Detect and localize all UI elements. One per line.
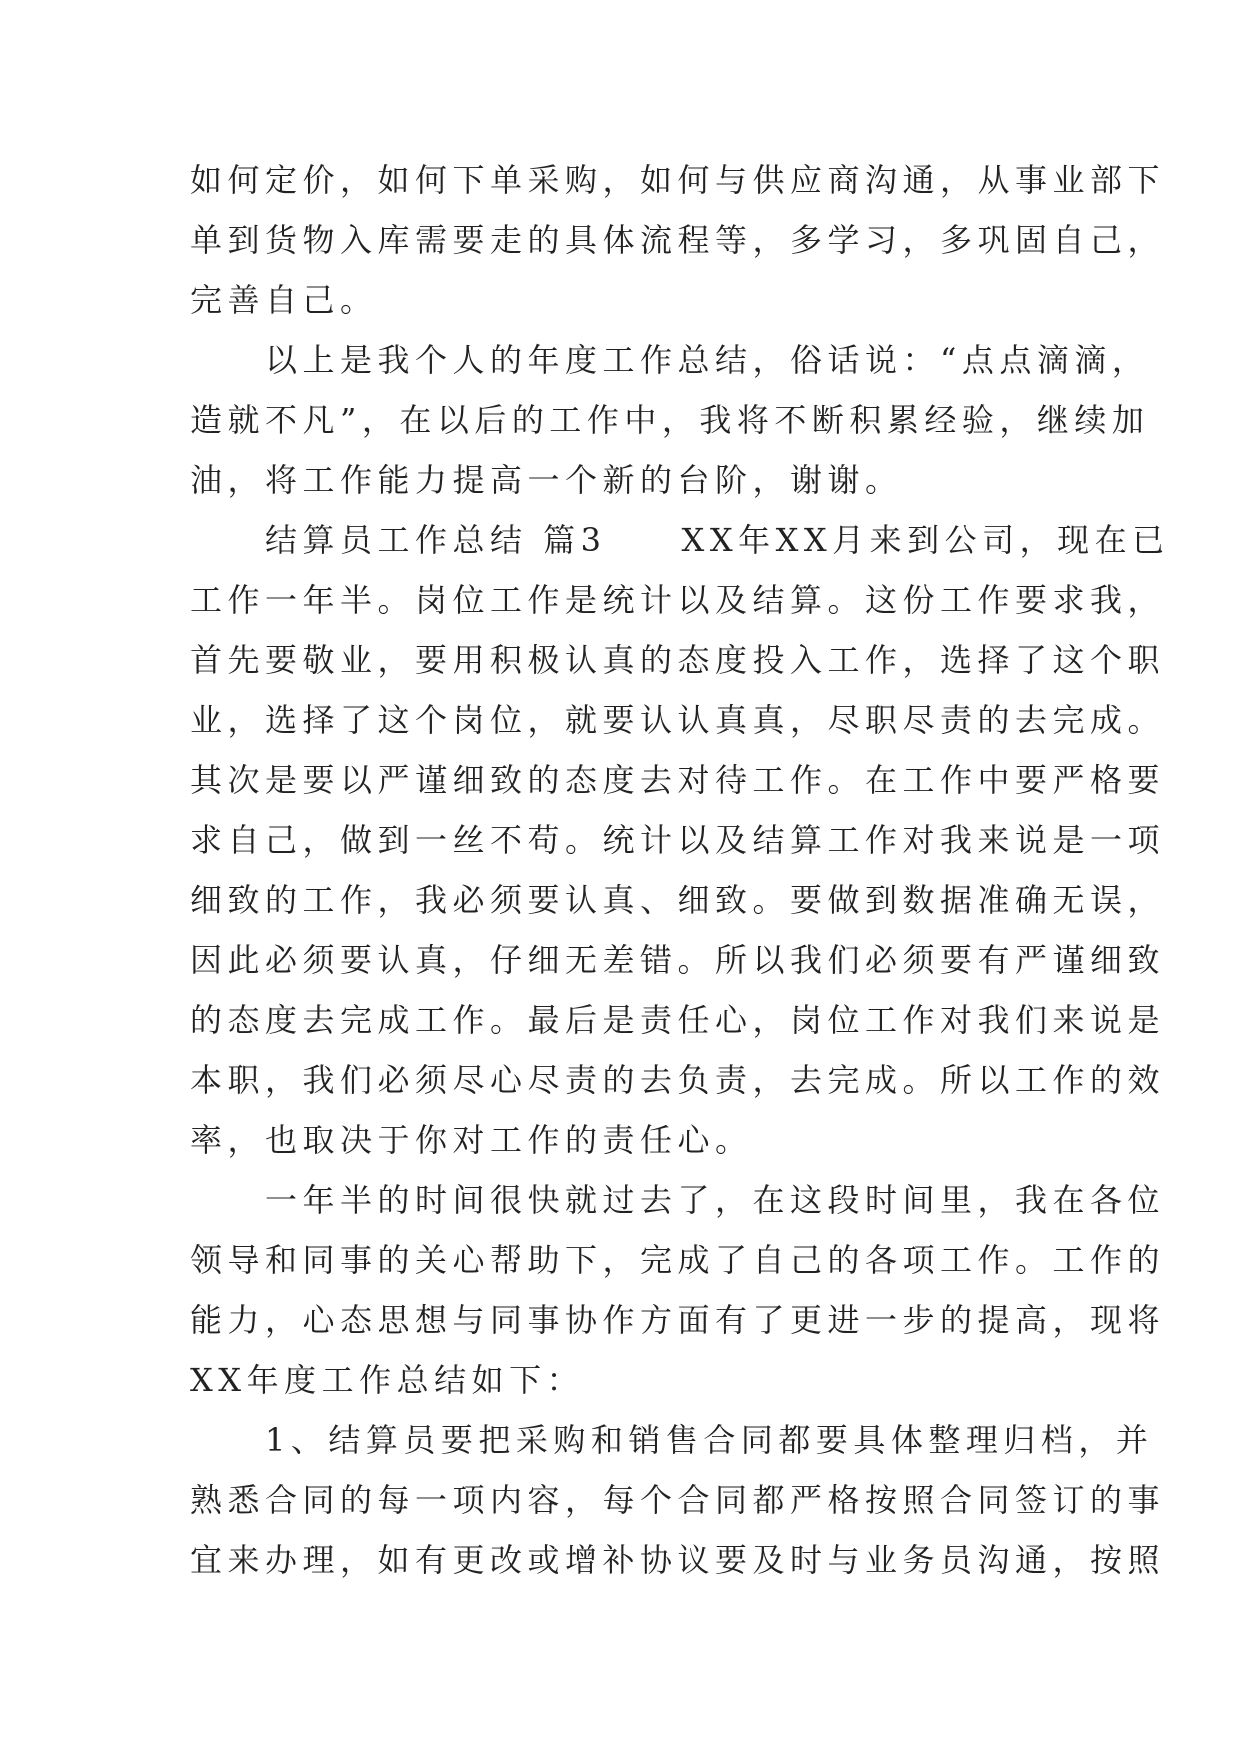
text-line: 本职，我们必须尽心尽责的去负责，去完成。所以工作的效 (190, 1061, 1166, 1099)
text-line: 首先要敬业，要用积极认真的态度投入工作，选择了这个职 (190, 641, 1166, 679)
text-line: 能力，心态思想与同事协作方面有了更进一步的提高，现将 (190, 1301, 1166, 1339)
document-body (190, 150, 1170, 1590)
text-line: 其次是要以严谨细致的态度去对待工作。在工作中要严格要 (190, 761, 1166, 799)
list-item-line: 1、结算员要把采购和销售合同都要具体整理归档，并 (190, 1421, 1154, 1459)
text-line: 领导和同事的关心帮助下，完成了自己的各项工作。工作的 (190, 1241, 1166, 1279)
text-line: 如何定价，如何下单采购，如何与供应商沟通，从事业部下 (190, 161, 1166, 199)
text-line: 宜来办理，如有更改或增补协议要及时与业务员沟通，按照 (190, 1541, 1166, 1579)
text-line: 熟悉合同的每一项内容，每个合同都严格按照合同签订的事 (190, 1481, 1166, 1519)
text-line: 工作一年半。岗位工作是统计以及结算。这份工作要求我， (190, 581, 1166, 619)
text-line: 因此必须要认真，仔细无差错。所以我们必须要有严谨细致 (190, 941, 1166, 979)
text-line: 单到货物入库需要走的具体流程等，多学习，多巩固自己， (190, 221, 1166, 259)
text-line: 完善自己。 (190, 281, 378, 319)
text-line: 的态度去完成工作。最后是责任心，岗位工作对我们来说是 (190, 1001, 1166, 1039)
text-line: 以上是我个人的年度工作总结，俗话说：“点点滴滴， (190, 341, 1150, 379)
text-line: 求自己，做到一丝不苟。统计以及结算工作对我来说是一项 (190, 821, 1166, 859)
section-heading-line: 结算员工作总结 篇3 XX年XX月来到公司，现在已 (190, 521, 1170, 559)
text-line: 造就不凡”，在以后的工作中，我将不断积累经验，继续加 (190, 401, 1150, 439)
text-line: 业，选择了这个岗位，就要认认真真，尽职尽责的去完成。 (190, 701, 1166, 739)
text-line: 细致的工作，我必须要认真、细致。要做到数据准确无误， (190, 881, 1166, 919)
text-line: 率，也取决于你对工作的责任心。 (190, 1121, 753, 1159)
text-line: 油，将工作能力提高一个新的台阶，谢谢。 (190, 461, 903, 499)
text-line: XX年度工作总结如下： (190, 1361, 585, 1399)
text-line: 一年半的时间很快就过去了，在这段时间里，我在各位 (190, 1181, 1166, 1219)
